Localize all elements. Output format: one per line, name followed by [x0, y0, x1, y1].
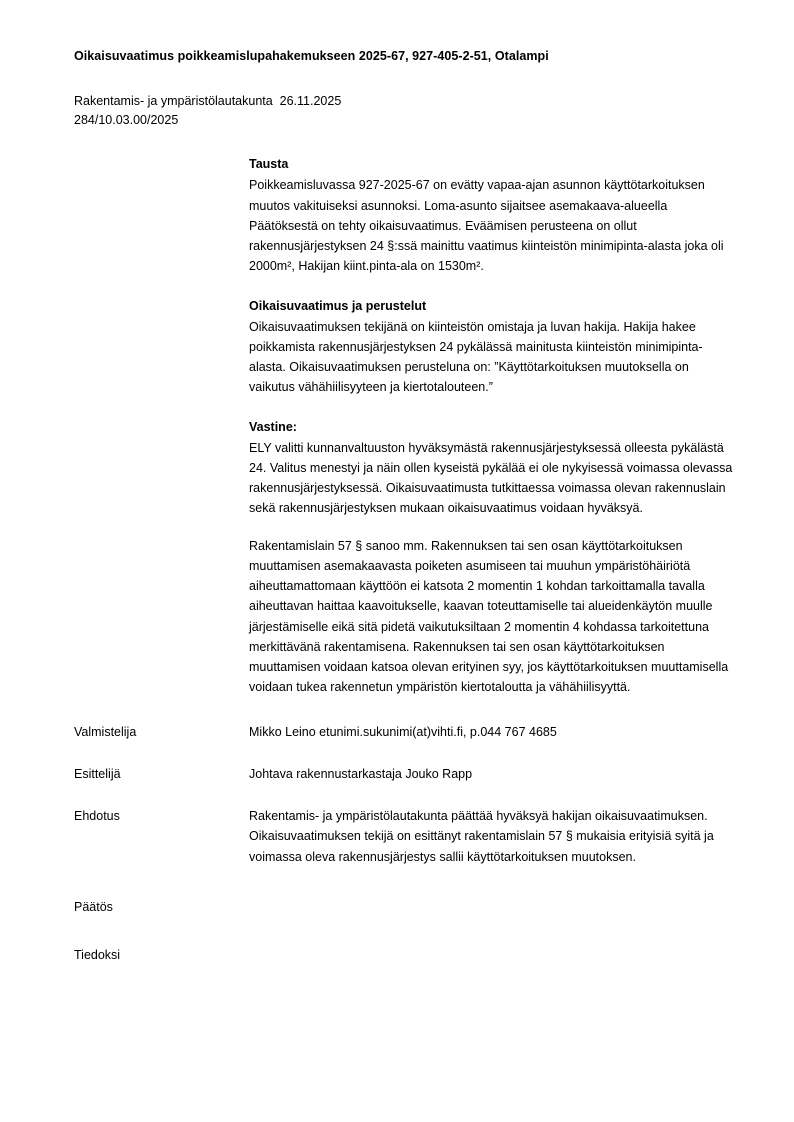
- row-label: Päätös: [74, 899, 113, 914]
- section-heading: Oikaisuvaatimus ja perustelut: [249, 298, 427, 313]
- section-heading: Vastine:: [249, 419, 297, 434]
- row-esittelija: [74, 764, 734, 784]
- section-paragraph: Poikkeamisluvassa 927-2025-67 on evätty vapaa-ajan asunnon käyttötarkoituksen muutos vakituiseksi asunnoksi. Loma-asunto sijaitsee asemakaava-alueella Päätöksestä on tehty oikaisuvaatimus. Eväämisen perusteena on ollut rakennusjärjestyksen 24 §:ssä mainittu vaatimus kiinteistön minimipinta-alasta joka oli 2000m², Hakijan kiint.pinta-ala on 1530m².: [249, 178, 724, 274]
- section-tausta: [249, 154, 734, 276]
- section-heading: Tausta: [249, 157, 289, 172]
- row-tiedoksi: [74, 945, 734, 965]
- row-value: Rakentamis- ja ympäristölautakunta päättää hyväksyä hakijan oikaisuvaatimuksen. Oikaisuvaatimuksen tekijä on esittänyt rakentamislain 57 § mukaisia erityisiä syitä ja voimassa oleva rakennusjärjestys sallii käyttötarkoituksen muutoksen.: [249, 809, 714, 864]
- row-value: Mikko Leino etunimi.sukunimi(at)vihti.fi, p.044 767 4685: [249, 724, 557, 739]
- row-label: Esittelijä: [74, 766, 121, 781]
- row-value: Johtava rakennustarkastaja Jouko Rapp: [249, 766, 473, 781]
- meta-reference-line: 284/10.03.00/2025: [74, 112, 179, 127]
- section-paragraph: Rakentamislain 57 § sanoo mm. Rakennuksen tai sen osan käyttötarkoituksen muuttamisen asemakaavasta poiketen asumiseen tai muuhun ympäristöhäiriötä aiheuttamattomaan käyttöön ei katsota 2 momentin 1 kohdan tarkoittamalla tavalla aiheuttavan haittaa kaavoitukselle, kaavan toteuttamiselle tai alueidenkäytön muulle järjestämiselle eikä sitä pidetä vaikutuksiltaan 2 momentin 4 kohdassa tarkoitettuna merkittävänä rakentamisena. Rakennuksen tai sen osan käyttötarkoituksen muuttamisen voidaan katsoa olevan erityinen syy, jos käyttötarkoituksen muuttamisella voidaan tukea rakennetun ympäristön kiertotaloutta ja vähähiilisyyttä.: [249, 538, 729, 695]
- section-paragraph: ELY valitti kunnanvaltuuston hyväksymästä rakennusjärjestyksessä olleesta pykälästä 24. Valitus menestyi ja näin ollen kyseistä pykälää ei ole nykyisessä voimassa olevassa rakennusjärjestyksessä. Oikaisuvaatimusta tutkittaessa voimassa olevan rakennuslain sekä rakennusjärjestyksen mukaan oikaisuvaatimus voidaan hyväksyä.: [249, 440, 733, 516]
- row-valmistelija: [74, 722, 734, 742]
- row-label: Tiedoksi: [74, 947, 121, 962]
- row-ehdotus: [74, 806, 734, 867]
- meta-body-line: Rakentamis- ja ympäristölautakunta 26.11.2025: [74, 93, 342, 108]
- row-label: Ehdotus: [74, 809, 120, 823]
- section-vastine: [249, 417, 734, 698]
- section-oikaisuvaatimus-ja-perustelut: [249, 296, 734, 398]
- page-title: Oikaisuvaatimus poikkeamislupahakemukseen 2025-67, 927-405-2-51, Otalampi: [74, 49, 549, 63]
- row-label: Valmistelija: [74, 724, 137, 739]
- section-paragraph: Oikaisuvaatimuksen tekijänä on kiinteistön omistaja ja luvan hakija. Hakija hakee poikkamista rakennusjärjestyksen 24 pykälässä mainitusta kiinteistön minimipinta-alasta. Oikaisuvaatimuksen perusteluna on: ”Käyttötarkoituksen muutoksella on vaikutus vähähiilisyyteen ja kiertotalouteen.”: [249, 319, 703, 395]
- document-meta: [74, 92, 734, 131]
- row-paatos: [74, 897, 734, 917]
